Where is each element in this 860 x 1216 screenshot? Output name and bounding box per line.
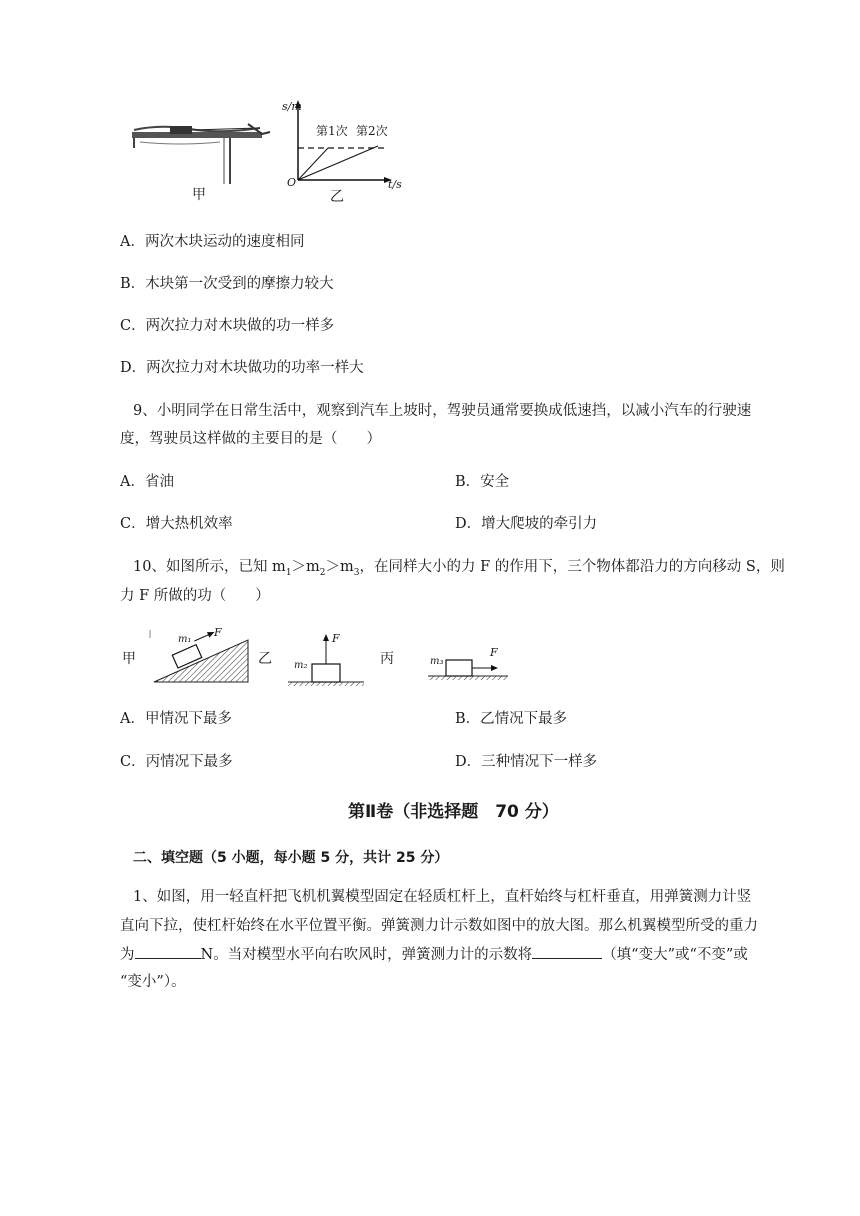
option-text: 增大热机效率 xyxy=(145,516,233,532)
q10-gt-2: ＞m xyxy=(325,559,354,575)
fig-label-jia: 甲 xyxy=(192,187,206,203)
label-m2: m₂ xyxy=(294,660,308,671)
q9-option-d[interactable] xyxy=(455,514,597,534)
q10-option-b[interactable] xyxy=(455,709,567,729)
section-heading: 二、填空题（5 小题，每小题 5 分，共计 25 分） xyxy=(133,850,449,866)
label-f-jia: F xyxy=(214,626,222,639)
q9-stem-line-1: 9、小明同学在日常生活中，观察到汽车上坡时，驾驶员通常要换成低速挡，以减小汽车的行驶速 xyxy=(133,403,752,419)
q10-text-a: 10、如图所示，已知 m xyxy=(133,559,286,575)
answer-blank-2[interactable] xyxy=(532,944,602,959)
axis-label-s: s/m xyxy=(282,100,302,113)
fill1-line-3 xyxy=(120,944,748,965)
option-key: C． xyxy=(120,516,146,532)
option-key: B． xyxy=(120,276,146,292)
option-key: C． xyxy=(120,318,146,334)
q8-option-b[interactable] xyxy=(120,274,334,294)
sub-1: 1 xyxy=(285,567,292,578)
q10-gt-1: ＞m xyxy=(291,559,320,575)
sub-3: 3 xyxy=(353,567,360,578)
fill1-text-c: （填“变大”或“不变”或 xyxy=(602,947,748,963)
option-text: 甲情况下最多 xyxy=(144,711,232,727)
answer-blank-1[interactable] xyxy=(135,944,201,959)
fig-label-yi: 乙 xyxy=(258,651,272,667)
option-key: B． xyxy=(455,474,481,490)
q8-option-d[interactable] xyxy=(120,358,364,378)
sub-2: 2 xyxy=(319,567,326,578)
label-f-yi: F xyxy=(332,632,340,645)
series-label-second: 第2次 xyxy=(356,124,388,138)
incline-drawing xyxy=(150,629,248,682)
fig-label-yi: 乙 xyxy=(330,189,344,205)
option-text: 增大爬坡的牵引力 xyxy=(481,516,598,532)
option-text: 三种情况下一样多 xyxy=(481,754,598,770)
option-key: A． xyxy=(120,474,145,490)
origin-label: O xyxy=(287,176,297,189)
q9-stem-line-2: 度，驾驶员这样做的主要目的是（ ） xyxy=(120,431,381,447)
option-text: 两次木块运动的速度相同 xyxy=(144,234,305,250)
q10-option-a[interactable] xyxy=(120,709,232,729)
option-text: 省油 xyxy=(144,474,174,490)
q8-figure xyxy=(120,96,420,208)
option-key: B． xyxy=(455,711,481,727)
option-key: A． xyxy=(120,234,145,250)
q10-option-c[interactable] xyxy=(120,752,233,772)
option-text: 丙情况下最多 xyxy=(145,754,233,770)
q8-figure-svg xyxy=(120,96,420,208)
s-t-graph xyxy=(295,100,392,183)
option-text: 两次拉力对木块做的功一样多 xyxy=(145,318,335,334)
series-label-first: 第1次 xyxy=(316,124,348,138)
q9-option-a[interactable] xyxy=(120,472,174,492)
fill1-line-1: 1、如图，用一轻直杆把飞机机翼模型固定在轻质杠杆上，直杆始终与杠杆垂直，用弹簧测力计竖 xyxy=(133,889,752,905)
q10-stem-line-1 xyxy=(133,557,785,583)
option-key: D． xyxy=(455,516,482,532)
label-f-bing: F xyxy=(490,646,498,659)
label-m1: m₁ xyxy=(178,634,192,645)
fig-label-bing: 丙 xyxy=(380,651,394,667)
fill1-line-2: 直向下拉，使杠杆始终在水平位置平衡。弹簧测力计示数如图中的放大图。那么机翼模型所受的重力 xyxy=(120,918,758,934)
option-text: 木块第一次受到的摩擦力较大 xyxy=(145,276,334,292)
q10-option-d[interactable] xyxy=(455,752,597,772)
fill1-line-4: “变小”）。 xyxy=(120,974,186,990)
q8-option-c[interactable] xyxy=(120,316,334,336)
option-key: D． xyxy=(455,754,482,770)
q10-text-b: ，在同样大小的力 F 的作用下，三个物体都沿力的方向移动 S，则 xyxy=(359,559,785,575)
fig-label-jia: 甲 xyxy=(122,651,136,667)
q9-option-c[interactable] xyxy=(120,514,233,534)
part-two-title: 第Ⅱ卷（非选择题 70 分） xyxy=(348,802,559,822)
fill1-text-b: N。当对模型水平向右吹风时，弹簧测力计的示数将 xyxy=(200,947,533,963)
option-key: D． xyxy=(120,360,147,376)
option-key: A． xyxy=(120,711,145,727)
option-text: 安全 xyxy=(480,474,510,490)
q10-stem-line-2: 力 F 所做的功（ ） xyxy=(120,588,270,604)
q9-option-b[interactable] xyxy=(455,472,509,492)
axis-label-t: t/s xyxy=(388,178,402,191)
option-key: C． xyxy=(120,754,146,770)
option-text: 乙情况下最多 xyxy=(480,711,568,727)
fill1-text-a: 为 xyxy=(120,947,135,963)
table-apparatus-drawing xyxy=(132,124,270,184)
option-text: 两次拉力对木块做功的功率一样大 xyxy=(146,360,364,376)
q10-figure xyxy=(118,624,518,694)
label-m3: m₃ xyxy=(430,656,444,667)
q8-option-a[interactable] xyxy=(120,232,304,252)
